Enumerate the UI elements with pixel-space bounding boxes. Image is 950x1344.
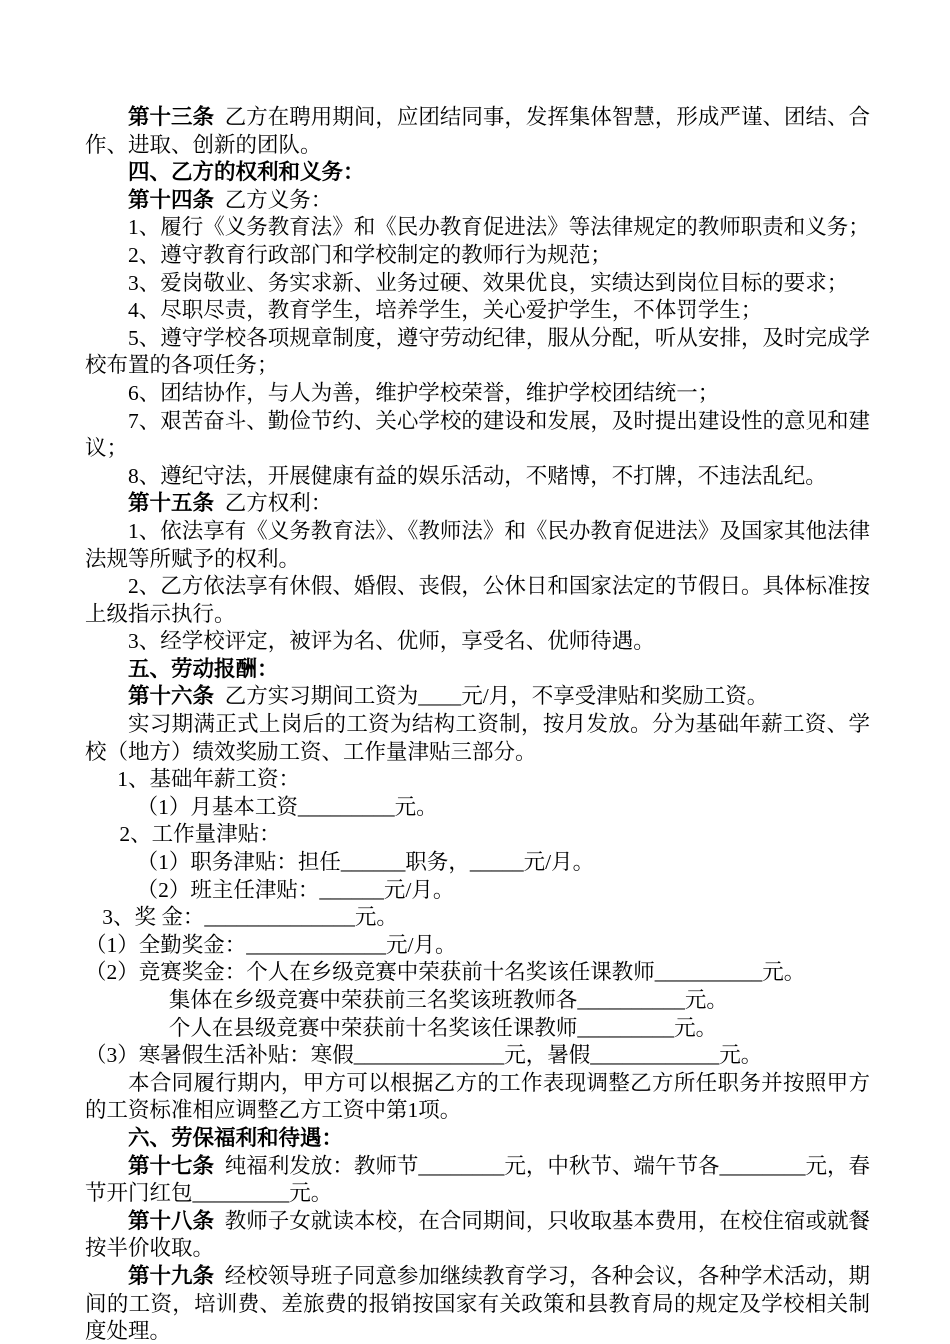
clause-item: （1）月基本工资_________元。 [136, 794, 438, 819]
article-paragraph [85, 490, 870, 518]
article-number: 第十六条 [128, 684, 215, 709]
clause-item: 1、履行《义务教育法》和《民办教育促进法》等法律规定的教师职责和义务； [128, 215, 870, 240]
clause-item: 4、尽职尽责，教育学生，培养学生，关心爱护学生，不体罚学生； [128, 298, 763, 323]
clause-text: 乙方在聘用期间，应团结同事，发挥集体智慧，形成严谨、团结、合作、进取、创新的团队。 [85, 105, 870, 157]
clause-item: （3）寒暑假生活补贴：寒假______________元，暑假____________元。 [85, 1043, 763, 1068]
clause-item: 1、基础年薪工资： [117, 767, 301, 792]
clause-item: 5、遵守学校各项规章制度，遵守劳动纪律，服从分配，听从安排，及时完成学校布置的各项任务； [85, 325, 870, 378]
clause-item: 3、奖 金：______________元。 [102, 905, 398, 930]
article-number: 第十八条 [128, 1208, 215, 1233]
article-number: 第十四条 [128, 187, 215, 212]
clause-text: 经校领导班子同意参加继续教育学习，各种会议，各种学术活动，期间的工资，培训费、差旅费的报销按国家有关政策和县教育局的规定及学校相关制度处理。 [85, 1263, 870, 1344]
article-paragraph [85, 683, 870, 711]
article-paragraph [85, 187, 870, 215]
clause-item: 集体在乡级竞赛中荣获前三名奖该班教师各__________元。 [168, 988, 728, 1012]
clause-text: 乙方义务： [224, 187, 333, 212]
article-number: 第十三条 [128, 105, 215, 129]
article-paragraph [85, 1208, 870, 1263]
clause-item: 7、艰苦奋斗、勤俭节约、关心学校的建设和发展，及时提出建设性的意见和建议； [85, 408, 870, 461]
clause-text: 纯福利发放：教师节________元，中秋节、端午节各________元，春节开门红包_________元。 [85, 1153, 870, 1206]
article-number: 第十九条 [128, 1263, 215, 1288]
clause-item: （1）全勤奖金：_____________元/月。 [85, 932, 457, 957]
clause-item: 个人在县级竞赛中荣获前十名奖该任课教师_________元。 [168, 1015, 718, 1040]
clause-item: 3、经学校评定，被评为名、优师，享受名、优师待遇。 [128, 629, 655, 654]
clause-item: （1）职务津贴：担任______职务，_____元/月。 [136, 850, 595, 875]
clause-item: （2）班主任津贴：______元/月。 [136, 877, 455, 902]
article-paragraph [85, 104, 870, 159]
clause-item: 本合同履行期内，甲方可以根据乙方的工作表现调整乙方所任职务并按照甲方的工资标准相应调整乙方工资中第1项。 [85, 1070, 870, 1123]
section-heading: 四、乙方的权利和义务： [128, 160, 365, 185]
section-heading: 五、劳动报酬： [128, 656, 279, 681]
article-paragraph [85, 1153, 870, 1208]
clause-text: 乙方实习期间工资为____元/月，不享受津贴和奖励工资。 [224, 684, 769, 709]
clause-item: （2）竞赛奖金：个人在乡级竞赛中荣获前十名奖该任课教师__________元。 [85, 960, 806, 985]
clause-text: 教师子女就读本校，在合同期间，只收取基本费用，在校住宿或就餐按半价收取。 [85, 1208, 870, 1261]
clause-item: 实习期满正式上岗后的工资为结构工资制，按月发放。分为基础年薪工资、学校（地方）绩效奖励工资、工作量津贴三部分。 [85, 712, 870, 764]
clause-item: 2、工作量津贴： [119, 822, 281, 847]
article-paragraph [85, 1263, 870, 1344]
clause-item: 2、遵守教育行政部门和学校制定的教师行为规范； [128, 242, 612, 267]
clause-item: 2、乙方依法享有休假、婚假、丧假，公休日和国家法定的节假日。具体标准按上级指示执行。 [85, 574, 870, 626]
clause-item: 1、依法享有《义务教育法》、《教师法》和《民办教育促进法》及国家其他法律法规等所赋予的权利。 [85, 518, 870, 571]
clause-item: 6、团结协作，与人为善，维护学校荣誉，维护学校团结统一； [128, 380, 720, 405]
clause-text: 乙方权利： [224, 491, 333, 516]
article-number: 第十五条 [128, 491, 215, 516]
clause-item: 3、爱岗敬业、务实求新、业务过硬、效果优良，实绩达到岗位目标的要求； [128, 270, 849, 295]
clause-item: 8、遵纪守法，开展健康有益的娱乐活动，不赌博，不打牌，不违法乱纪。 [128, 463, 827, 488]
section-heading: 六、劳保福利和待遇： [128, 1125, 344, 1150]
article-number: 第十七条 [128, 1153, 215, 1178]
